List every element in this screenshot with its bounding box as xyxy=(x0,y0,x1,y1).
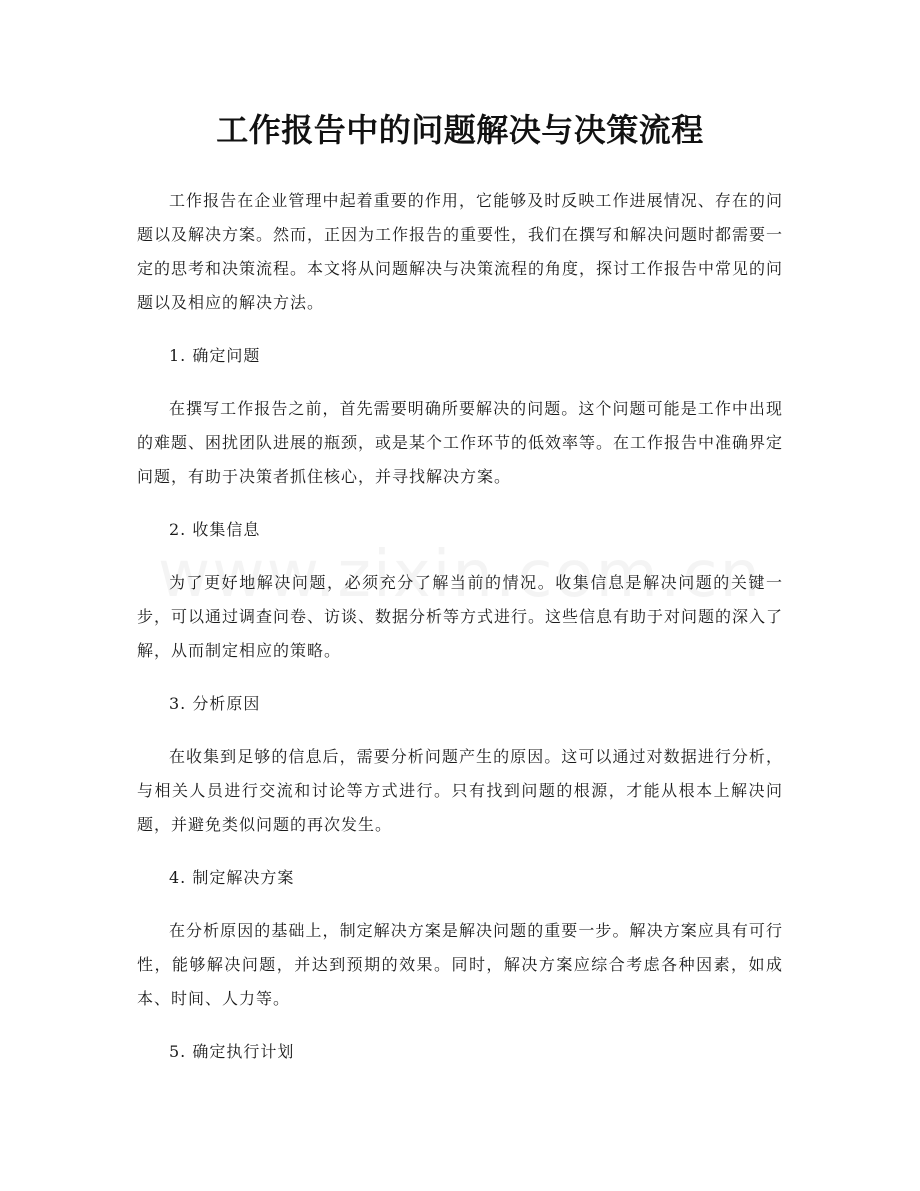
document-body xyxy=(137,184,783,1069)
section-heading-4: 4. 制定解决方案 xyxy=(169,868,295,887)
section-heading-1: 1. 确定问题 xyxy=(169,346,261,365)
section-body-4: 在分析原因的基础上，制定解决方案是解决问题的重要一步。解决方案应具有可行性，能够解决问题，并达到预期的效果。同时，解决方案应综合考虑各种因素，如成本、时间、人力等。 xyxy=(137,921,783,1008)
section-body-2: 为了更好地解决问题，必须充分了解当前的情况。收集信息是解决问题的关键一步，可以通过调查问卷、访谈、数据分析等方式进行。这些信息有助于对问题的深入了解，从而制定相应的策略。 xyxy=(137,573,784,660)
intro-paragraph: 工作报告在企业管理中起着重要的作用，它能够及时反映工作进展情况、存在的问题以及解决方案。然而，正因为工作报告的重要性，我们在撰写和解决问题时都需要一定的思考和决策流程。本文将从问题解决与决策流程的角度，探讨工作报告中常见的问题以及相应的解决方法。 xyxy=(137,191,784,312)
section-heading-3: 3. 分析原因 xyxy=(169,694,261,713)
section-body-1: 在撰写工作报告之前，首先需要明确所要解决的问题。这个问题可能是工作中出现的难题、困扰团队进展的瓶颈，或是某个工作环节的低效率等。在工作报告中准确界定问题，有助于决策者抓住核心，并寻找解决方案。 xyxy=(137,399,784,486)
section-heading-5: 5. 确定执行计划 xyxy=(169,1042,295,1061)
page-title: 工作报告中的问题解决与决策流程 xyxy=(216,111,704,149)
section-heading-2: 2. 收集信息 xyxy=(169,520,261,539)
section-body-3: 在收集到足够的信息后，需要分析问题产生的原因。这可以通过对数据进行分析，与相关人员进行交流和讨论等方式进行。只有找到问题的根源，才能从根本上解决问题，并避免类似问题的再次发生。 xyxy=(137,747,783,834)
